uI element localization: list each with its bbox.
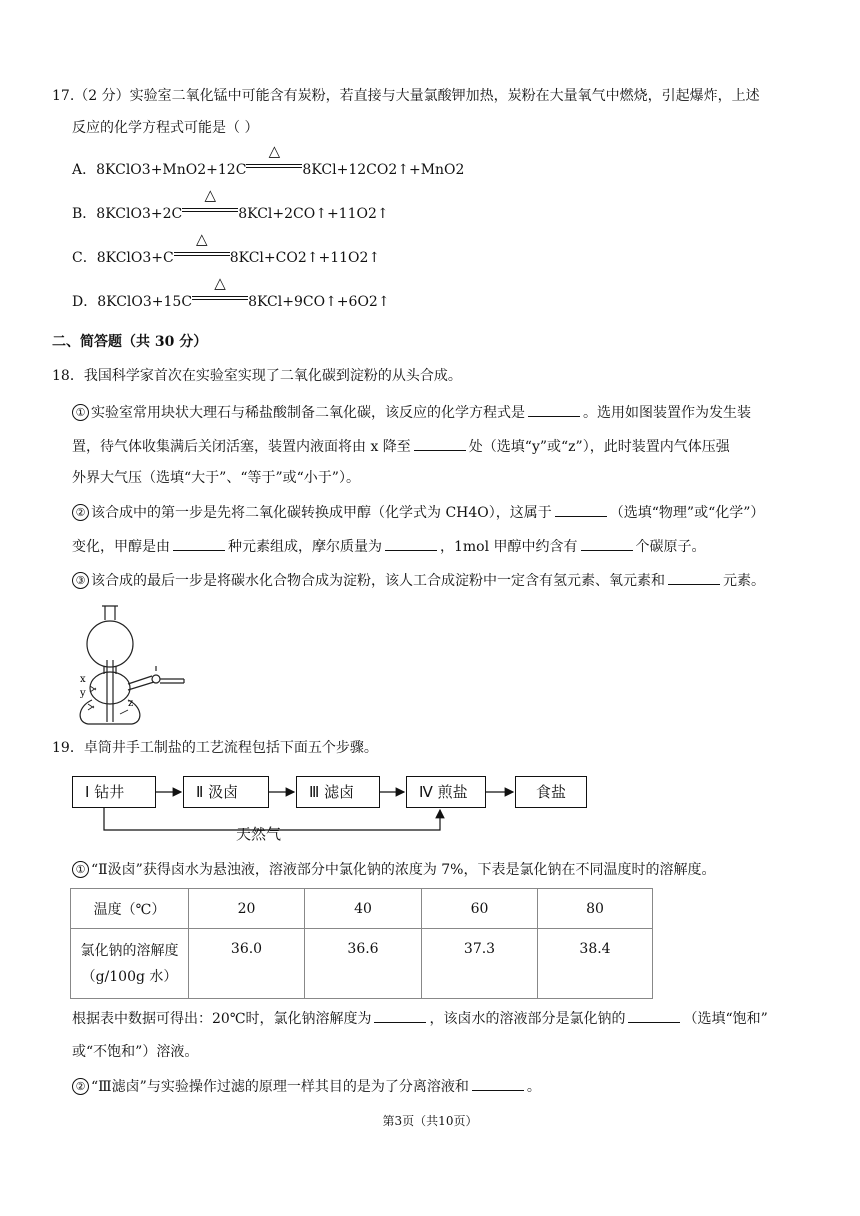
flow-step-5: 食盐 xyxy=(515,776,587,808)
equation-right: 8KCl+2CO↑+11O2↑ xyxy=(238,206,389,222)
option-label: B． xyxy=(72,206,97,222)
q17-option-a[interactable] xyxy=(72,142,465,180)
q18-part2-line1: ② 该合成中的第一步是先将二氧化碳转换成甲醇（化学式为 CH4O），这属于 （选填“物理”或“化学”） xyxy=(72,502,764,523)
q18-stem: 18．我国科学家首次在实验室实现了二氧化碳到淀粉的从头合成。 xyxy=(52,368,462,384)
flow-step-4: Ⅳ 煎盐 xyxy=(406,776,486,808)
answer-blank[interactable] xyxy=(173,536,225,551)
answer-blank[interactable] xyxy=(385,536,437,551)
option-label: C． xyxy=(72,250,97,266)
marker-2: ② xyxy=(72,504,89,521)
flow-arrows xyxy=(0,770,860,850)
equation-left: 8KClO3+15C xyxy=(97,294,193,310)
marker-3: ③ xyxy=(72,572,89,589)
q17-stem-line2: 反应的化学方程式可能是（ ） xyxy=(72,120,259,136)
heat-condition-icon: △ xyxy=(268,142,281,160)
solubility-table xyxy=(70,888,653,999)
q19-stem: 19．卓筒井手工制盐的工艺流程包括下面五个步骤。 xyxy=(52,740,378,756)
flow-label-natural-gas: 天然气 xyxy=(236,825,282,843)
q19-after-table-line1: 根据表中数据可得出：20℃时，氯化钠溶解度为 ，该卤水的溶液部分是氯化钠的 （选填“饱和” xyxy=(72,1008,768,1029)
answer-blank[interactable] xyxy=(414,436,466,451)
q17-option-b[interactable] xyxy=(72,186,389,224)
equation-left: 8KClO3+C xyxy=(96,250,174,266)
table-value: 38.4 xyxy=(538,929,653,999)
flow-step-1: Ⅰ 钻井 xyxy=(72,776,156,808)
q19-part1: ① “Ⅱ汲卤”获得卤水为悬浊液，溶液部分中氯化钠的浓度为 7%，下表是氯化钠在不同温度时的溶解度。 xyxy=(72,860,716,880)
q18-part1-line3: 外界大气压（选填“大于”、“等于”或“小于”）。 xyxy=(72,470,360,486)
heat-equals-sign xyxy=(246,142,302,174)
option-label: D． xyxy=(72,294,98,310)
answer-blank[interactable] xyxy=(555,502,607,517)
marker-1: ① xyxy=(72,861,89,878)
table-header-label: 温度（℃） xyxy=(71,889,189,929)
answer-blank[interactable] xyxy=(668,570,720,585)
answer-blank[interactable] xyxy=(374,1008,426,1023)
equation-left: 8KClO3+2C xyxy=(96,206,183,222)
equation-right: 8KCl+CO2↑+11O2↑ xyxy=(229,250,381,266)
q18-part2-line2: 变化，甲醇是由 种元素组成，摩尔质量为 ，1mol 甲醇中约含有 个碳原子。 xyxy=(72,536,706,557)
heat-equals-sign xyxy=(192,274,248,306)
marker-2: ② xyxy=(72,1078,89,1095)
table-value: 36.6 xyxy=(305,929,422,999)
q17-option-c[interactable] xyxy=(72,230,381,268)
equation-left: 8KClO3+MnO2+12C xyxy=(96,162,247,178)
q18-part3: ③ 该合成的最后一步是将碳水化合物合成为淀粉，该人工合成淀粉中一定含有氢元素、氧元素和 元素。 xyxy=(72,570,765,591)
equation-right: 8KCl+9CO↑+6O2↑ xyxy=(248,294,390,310)
q19-part2: ② “Ⅲ滤卤”与实验操作过滤的原理一样其目的是为了分离溶液和 。 xyxy=(72,1076,541,1097)
marker-1: ① xyxy=(72,404,89,421)
q18-part1-line1: ① 实验室常用块状大理石与稀盐酸制备二氧化碳，该反应的化学方程式是 。选用如图装置作为发生装 xyxy=(72,402,751,423)
label-y: y xyxy=(80,688,86,699)
heat-condition-icon: △ xyxy=(204,186,216,204)
answer-blank[interactable] xyxy=(581,536,633,551)
flow-step-2: Ⅱ 汲卤 xyxy=(183,776,269,808)
answer-blank[interactable] xyxy=(472,1076,524,1091)
table-value: 37.3 xyxy=(422,929,538,999)
table-temp: 40 xyxy=(305,889,422,929)
heat-equals-sign xyxy=(174,230,230,262)
table-value: 36.0 xyxy=(189,929,305,999)
q19-after-table-line2: 或“不饱和”）溶液。 xyxy=(72,1044,199,1060)
label-z: z xyxy=(128,698,134,709)
q18-part1-line2: 置，待气体收集满后关闭活塞，装置内液面将由 x 降至 处（选填“y”或“z”），此时装置内气体压强 xyxy=(72,436,730,457)
gas-generator-diagram xyxy=(72,604,192,728)
page-footer: 第3页（共10页） xyxy=(382,1114,478,1128)
table-row-label: 氯化钠的溶解度 （g/100g 水） xyxy=(71,929,189,999)
q17-stem-line1: 17.（2 分）实验室二氧化锰中可能含有炭粉，若直接与大量氯酸钾加热，炭粉在大量氧气中燃烧，引起爆炸，上述 xyxy=(52,88,760,104)
equation-right: 8KCl+12CO2↑+MnO2 xyxy=(302,162,465,178)
table-temp: 20 xyxy=(189,889,305,929)
answer-blank[interactable] xyxy=(628,1008,680,1023)
option-label: A． xyxy=(72,162,97,178)
table-temp: 80 xyxy=(538,889,653,929)
heat-condition-icon: △ xyxy=(214,274,226,292)
answer-blank[interactable] xyxy=(528,402,580,417)
label-x: x xyxy=(80,674,86,685)
heat-equals-sign xyxy=(182,186,238,218)
heat-condition-icon: △ xyxy=(195,230,208,248)
table-temp: 60 xyxy=(422,889,538,929)
q17-option-d[interactable] xyxy=(72,274,390,312)
flow-step-3: Ⅲ 滤卤 xyxy=(296,776,380,808)
section-title: 二、简答题（共 30 分） xyxy=(52,334,208,350)
